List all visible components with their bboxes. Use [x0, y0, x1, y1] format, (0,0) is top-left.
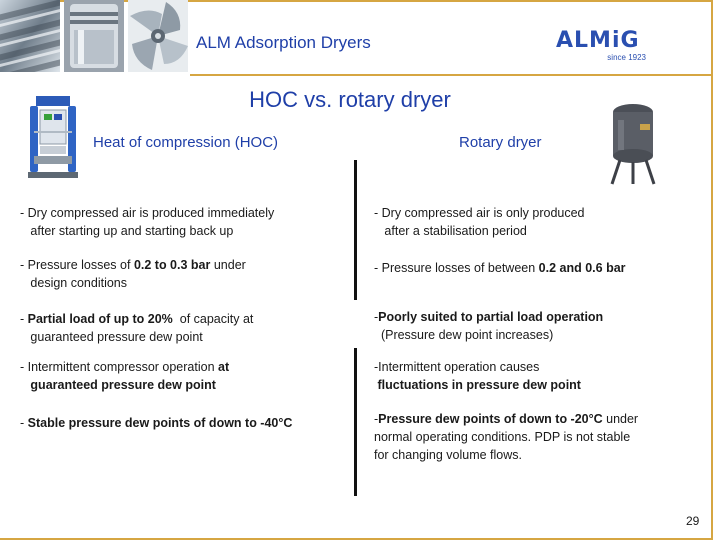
emphasis-text: Pressure dew points of down to -20°C [378, 412, 603, 426]
emphasis-text: at [218, 360, 230, 374]
body-text: normal operating conditions. PDP is not stable [374, 430, 631, 444]
emphasis-text: Poorly suited to partial load operation [378, 310, 604, 324]
rotary-point-4 [374, 358, 694, 394]
body-text: - Intermittent compressor operation [20, 360, 218, 374]
body-text: - [20, 416, 28, 430]
rotary-dryer-image [604, 98, 662, 186]
body-text: under [210, 258, 246, 272]
column-divider [354, 348, 357, 496]
body-text: under [602, 412, 639, 426]
body-text: guaranteed pressure dew point [20, 330, 203, 344]
body-text: - Dry compressed air is produced immediately [20, 206, 275, 220]
body-text: - [20, 312, 28, 326]
body-text: - Pressure losses of between [374, 261, 539, 275]
header-image-screw-rotor [0, 0, 60, 72]
left-column-heading: Heat of compression (HOC) [93, 134, 279, 151]
hoc-point-2 [20, 256, 340, 292]
slide-header [0, 0, 720, 80]
body-text: - Pressure losses of [20, 258, 134, 272]
body-text: of capacity at [172, 312, 254, 326]
rotary-point-1 [374, 204, 694, 240]
header-image-impeller [128, 0, 188, 72]
slide-title: HOC vs. rotary dryer [249, 87, 451, 112]
body-text: (Pressure dew point increases) [374, 328, 554, 342]
frame-line-right [711, 0, 713, 540]
page-number: 29 [686, 514, 700, 528]
emphasis-text: Partial load of up to 20% [27, 312, 173, 326]
emphasis-text: guaranteed pressure dew point [20, 378, 216, 392]
body-text: after starting up and starting back up [20, 224, 234, 238]
logo-tagline: since 1923 [607, 53, 646, 62]
hoc-point-3 [20, 310, 340, 346]
logo-wordmark: ALMiG [556, 28, 640, 53]
hoc-dryer-image [22, 92, 84, 184]
header-image-piston [64, 0, 124, 72]
hoc-point-5 [20, 414, 340, 432]
rotary-point-5 [374, 410, 694, 464]
emphasis-text: 0.2 to 0.3 bar [133, 258, 211, 272]
hoc-point-4 [20, 358, 340, 394]
column-divider [354, 160, 357, 300]
body-text: for changing volume flows. [374, 448, 522, 462]
header-title: ALM Adsorption Dryers [196, 33, 371, 52]
body-text: - [374, 412, 379, 426]
rotary-point-3 [374, 308, 694, 344]
body-text: - [374, 310, 379, 324]
body-text: -Intermittent operation causes [374, 360, 540, 374]
hoc-point-1 [20, 204, 340, 240]
rotary-point-2 [374, 259, 694, 277]
body-text: design conditions [20, 276, 128, 290]
emphasis-text: 0.2 and 0.6 bar [538, 261, 626, 275]
almig-logo [556, 30, 656, 64]
header-underline [190, 74, 712, 76]
emphasis-text: fluctuations in pressure dew point [374, 378, 581, 392]
emphasis-text: Stable pressure dew points of down to -40°C [27, 416, 293, 430]
right-column-heading: Rotary dryer [459, 134, 542, 151]
body-text: - Dry compressed air is only produced [374, 206, 585, 220]
body-text: after a stabilisation period [374, 224, 527, 238]
